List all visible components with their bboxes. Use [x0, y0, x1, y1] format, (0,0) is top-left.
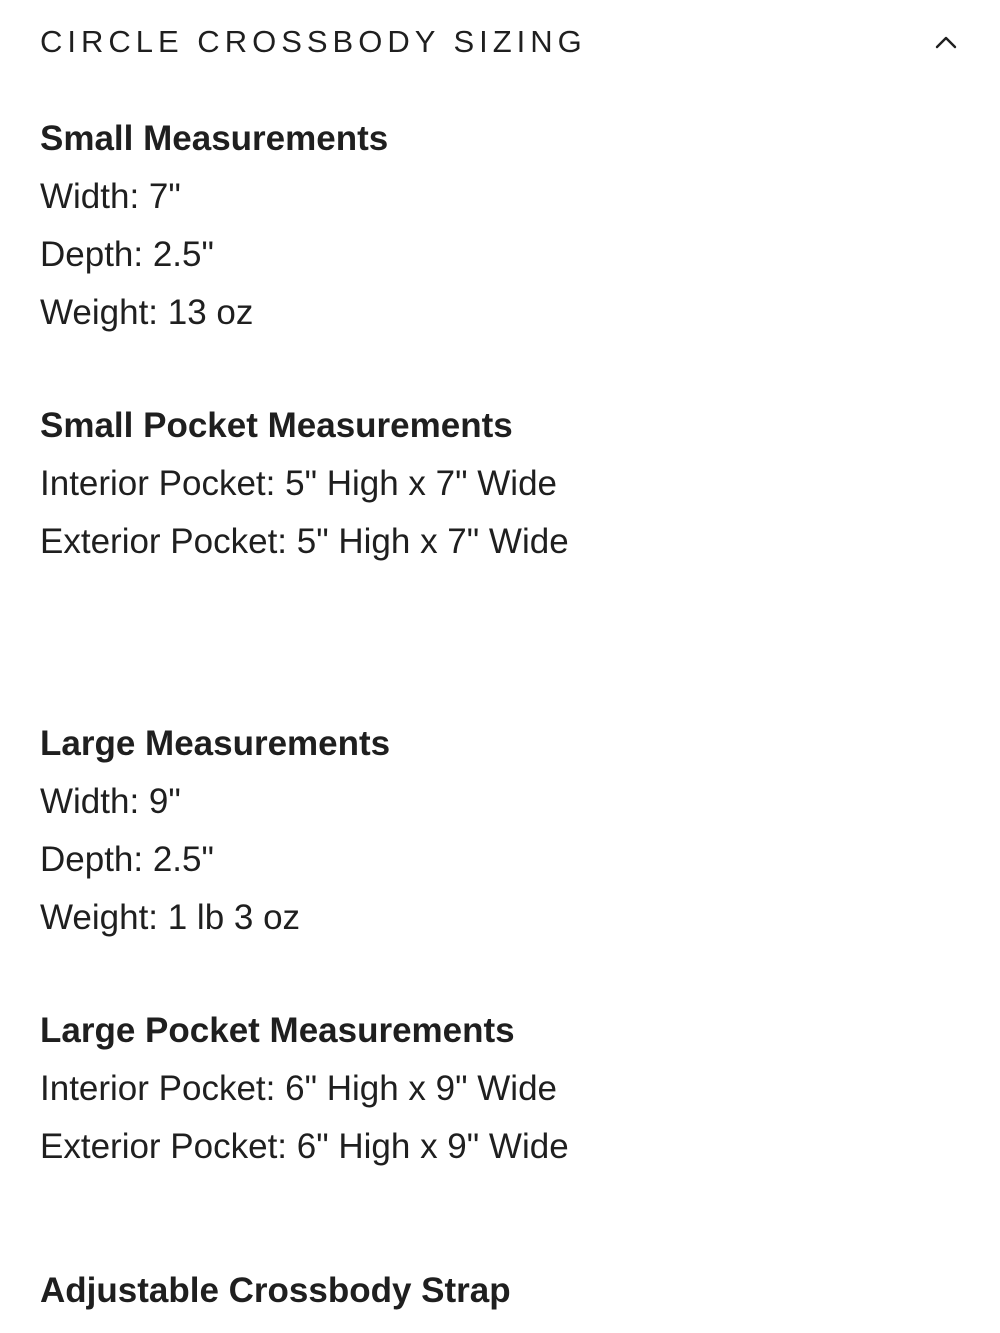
- strap-section: [40, 1262, 960, 1320]
- small-exterior-pocket: Exterior Pocket: 5" High x 7" Wide: [40, 522, 569, 561]
- small-pocket-heading: Small Pocket Measurements: [40, 406, 513, 445]
- large-pocket-section: [40, 1002, 960, 1176]
- accordion-header[interactable]: [40, 18, 960, 66]
- large-exterior-pocket: Exterior Pocket: 6" High x 9" Wide: [40, 1127, 569, 1166]
- large-pocket-heading: Large Pocket Measurements: [40, 1011, 515, 1050]
- small-depth: Depth: 2.5": [40, 235, 214, 274]
- large-weight: Weight: 1 lb 3 oz: [40, 898, 301, 937]
- strap-heading: Adjustable Crossbody Strap: [40, 1271, 511, 1310]
- small-width: Width: 7": [40, 177, 181, 216]
- chevron-up-icon[interactable]: [932, 28, 960, 56]
- large-depth: Depth: 2.5": [40, 840, 214, 879]
- large-interior-pocket: Interior Pocket: 6" High x 9" Wide: [40, 1069, 558, 1108]
- small-measurements-heading: Small Measurements: [40, 119, 389, 158]
- large-measurements-section: [40, 715, 960, 947]
- accordion-title: CIRCLE CROSSBODY SIZING: [40, 24, 587, 59]
- small-weight: Weight: 13 oz: [40, 293, 254, 332]
- small-measurements-section: [40, 110, 960, 342]
- small-pocket-section: [40, 397, 960, 571]
- large-measurements-heading: Large Measurements: [40, 724, 391, 763]
- small-interior-pocket: Interior Pocket: 5" High x 7" Wide: [40, 464, 558, 503]
- large-width: Width: 9": [40, 782, 181, 821]
